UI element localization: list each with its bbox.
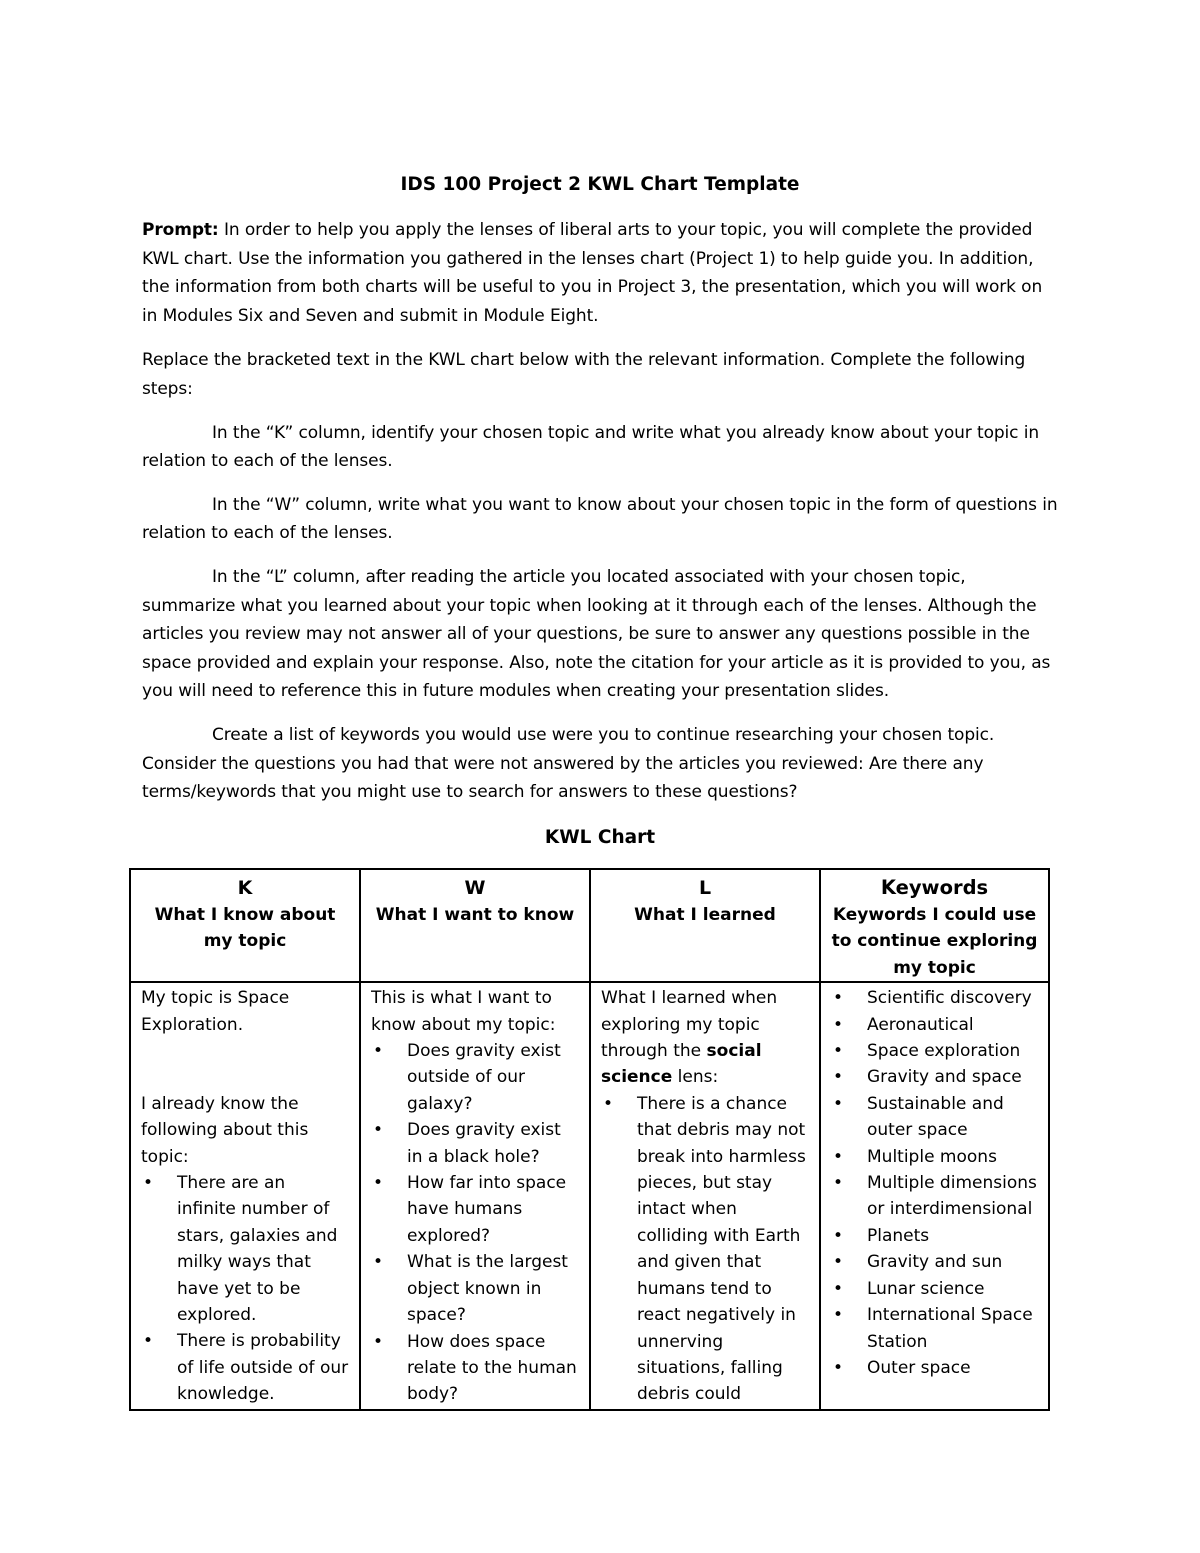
document-page <box>142 170 1058 862</box>
keywords-cell <box>820 982 1049 1410</box>
k-intro: My topic is Space Exploration. <box>141 988 290 1035</box>
column-header-k <box>130 869 360 982</box>
list-item: • Space exploration <box>831 1038 1038 1064</box>
w-cell <box>360 982 590 1410</box>
column-header-l <box>590 869 820 982</box>
column-subtitle: Keywords I could use to continue exploring my topic <box>831 905 1038 978</box>
list-item: • Sustainable and outer space <box>831 1091 1038 1144</box>
k-bullet-list <box>141 1170 349 1403</box>
instructions-paragraph: Replace the bracketed text in the KWL chart below with the relevant information. Complete the following steps: <box>142 350 1026 399</box>
step-keywords: Create a list of keywords you would use were you to continue researching your chosen topic. Consider the questions you had that were not answered by the articles you reviewed: Are there any terms/keywords that you might use to search for answers to these questions? <box>142 724 995 803</box>
kwl-table <box>129 868 1050 1411</box>
list-item: • There are an infinite number of stars, galaxies and milky ways that have yet to be explored. <box>141 1170 349 1328</box>
l-intro <box>601 985 809 1091</box>
w-bullet-list <box>371 1038 579 1403</box>
column-letter: K <box>237 877 253 899</box>
l-intro-suffix: lens: <box>672 1067 719 1088</box>
list-item: • Multiple moons <box>831 1144 1038 1170</box>
list-item: • There is a chance that debris may not break into harmless pieces, but stay intact when colliding with Earth and given that humans tend to react negatively in unnerving situations, falling debris could <box>601 1091 809 1403</box>
step-w: In the “W” column, write what you want to know about your chosen topic in the form of questions in relation to each of the lenses. <box>142 494 1058 544</box>
l-bullet-list <box>601 1091 809 1403</box>
k-lead: I already know the following about this topic: <box>141 1093 309 1167</box>
list-item: • Gravity and sun <box>831 1249 1038 1275</box>
list-item: • International Space Station <box>831 1302 1038 1355</box>
list-item: • Multiple dimensions or interdimensional <box>831 1170 1038 1223</box>
column-letter: L <box>698 877 712 899</box>
list-item: • How far into space have humans explored? <box>371 1170 579 1249</box>
prompt-label: Prompt: <box>142 220 219 240</box>
list-item: • Scientific discovery <box>831 985 1038 1011</box>
kwl-header-row <box>130 869 1049 982</box>
list-item: • Gravity and space <box>831 1064 1038 1090</box>
list-item: • Aeronautical <box>831 1012 1038 1038</box>
list-item: • Outer space <box>831 1355 1038 1381</box>
list-item: • Does gravity exist in a black hole? <box>371 1117 579 1170</box>
l-intro-text: What I learned when exploring my topic through the <box>601 988 778 1062</box>
column-subtitle: What I want to know <box>375 905 575 925</box>
list-item: • Lunar science <box>831 1276 1038 1302</box>
step-l: In the “L” column, after reading the article you located associated with your chosen topic, summarize what you learned about your topic when looking at it through each of the lenses. Although the articles you review may not answer all of your questions, be sure to answer any questions possible in the space provided and explain your response. Also, note the citation for your article as it is provided to you, as you will need to reference this in future modules when creating your presentation slides. <box>142 566 1051 702</box>
column-subtitle: What I learned <box>634 905 776 925</box>
prompt-text: In order to help you apply the lenses of liberal arts to your topic, you will complete the provided KWL chart. Use the information you gathered in the lenses chart (Project 1) to help guide you. In addition, the information from both charts will be useful to you in Project 3, the presentation, which you will work on in Modules Six and Seven and submit in Module Eight. <box>142 220 1043 326</box>
list-item: • Does gravity exist outside of our galaxy? <box>371 1038 579 1117</box>
l-intro-lens: social science <box>601 1041 762 1088</box>
column-header-w <box>360 869 590 982</box>
column-subtitle: What I know about my topic <box>154 905 336 952</box>
k-cell <box>130 982 360 1410</box>
prompt-paragraph <box>142 216 1058 330</box>
column-letter: Keywords <box>880 876 989 899</box>
column-header-keywords <box>820 869 1049 982</box>
list-item: • What is the largest object known in space? <box>371 1249 579 1328</box>
list-item: • Planets <box>831 1223 1038 1249</box>
list-item: • There is probability of life outside of our knowledge. <box>141 1328 349 1403</box>
list-item: • How does space relate to the human body? <box>371 1329 579 1404</box>
column-letter: W <box>464 877 486 899</box>
step-k: In the “K” column, identify your chosen topic and write what you already know about your topic in relation to each of the lenses. <box>142 422 1040 472</box>
kwl-body-row <box>130 982 1049 1410</box>
document-title: IDS 100 Project 2 KWL Chart Template <box>400 174 800 195</box>
l-cell <box>590 982 820 1410</box>
chart-title: KWL Chart <box>544 826 656 848</box>
keywords-bullet-list <box>831 985 1038 1381</box>
w-intro: This is what I want to know about my topic: <box>371 988 556 1035</box>
